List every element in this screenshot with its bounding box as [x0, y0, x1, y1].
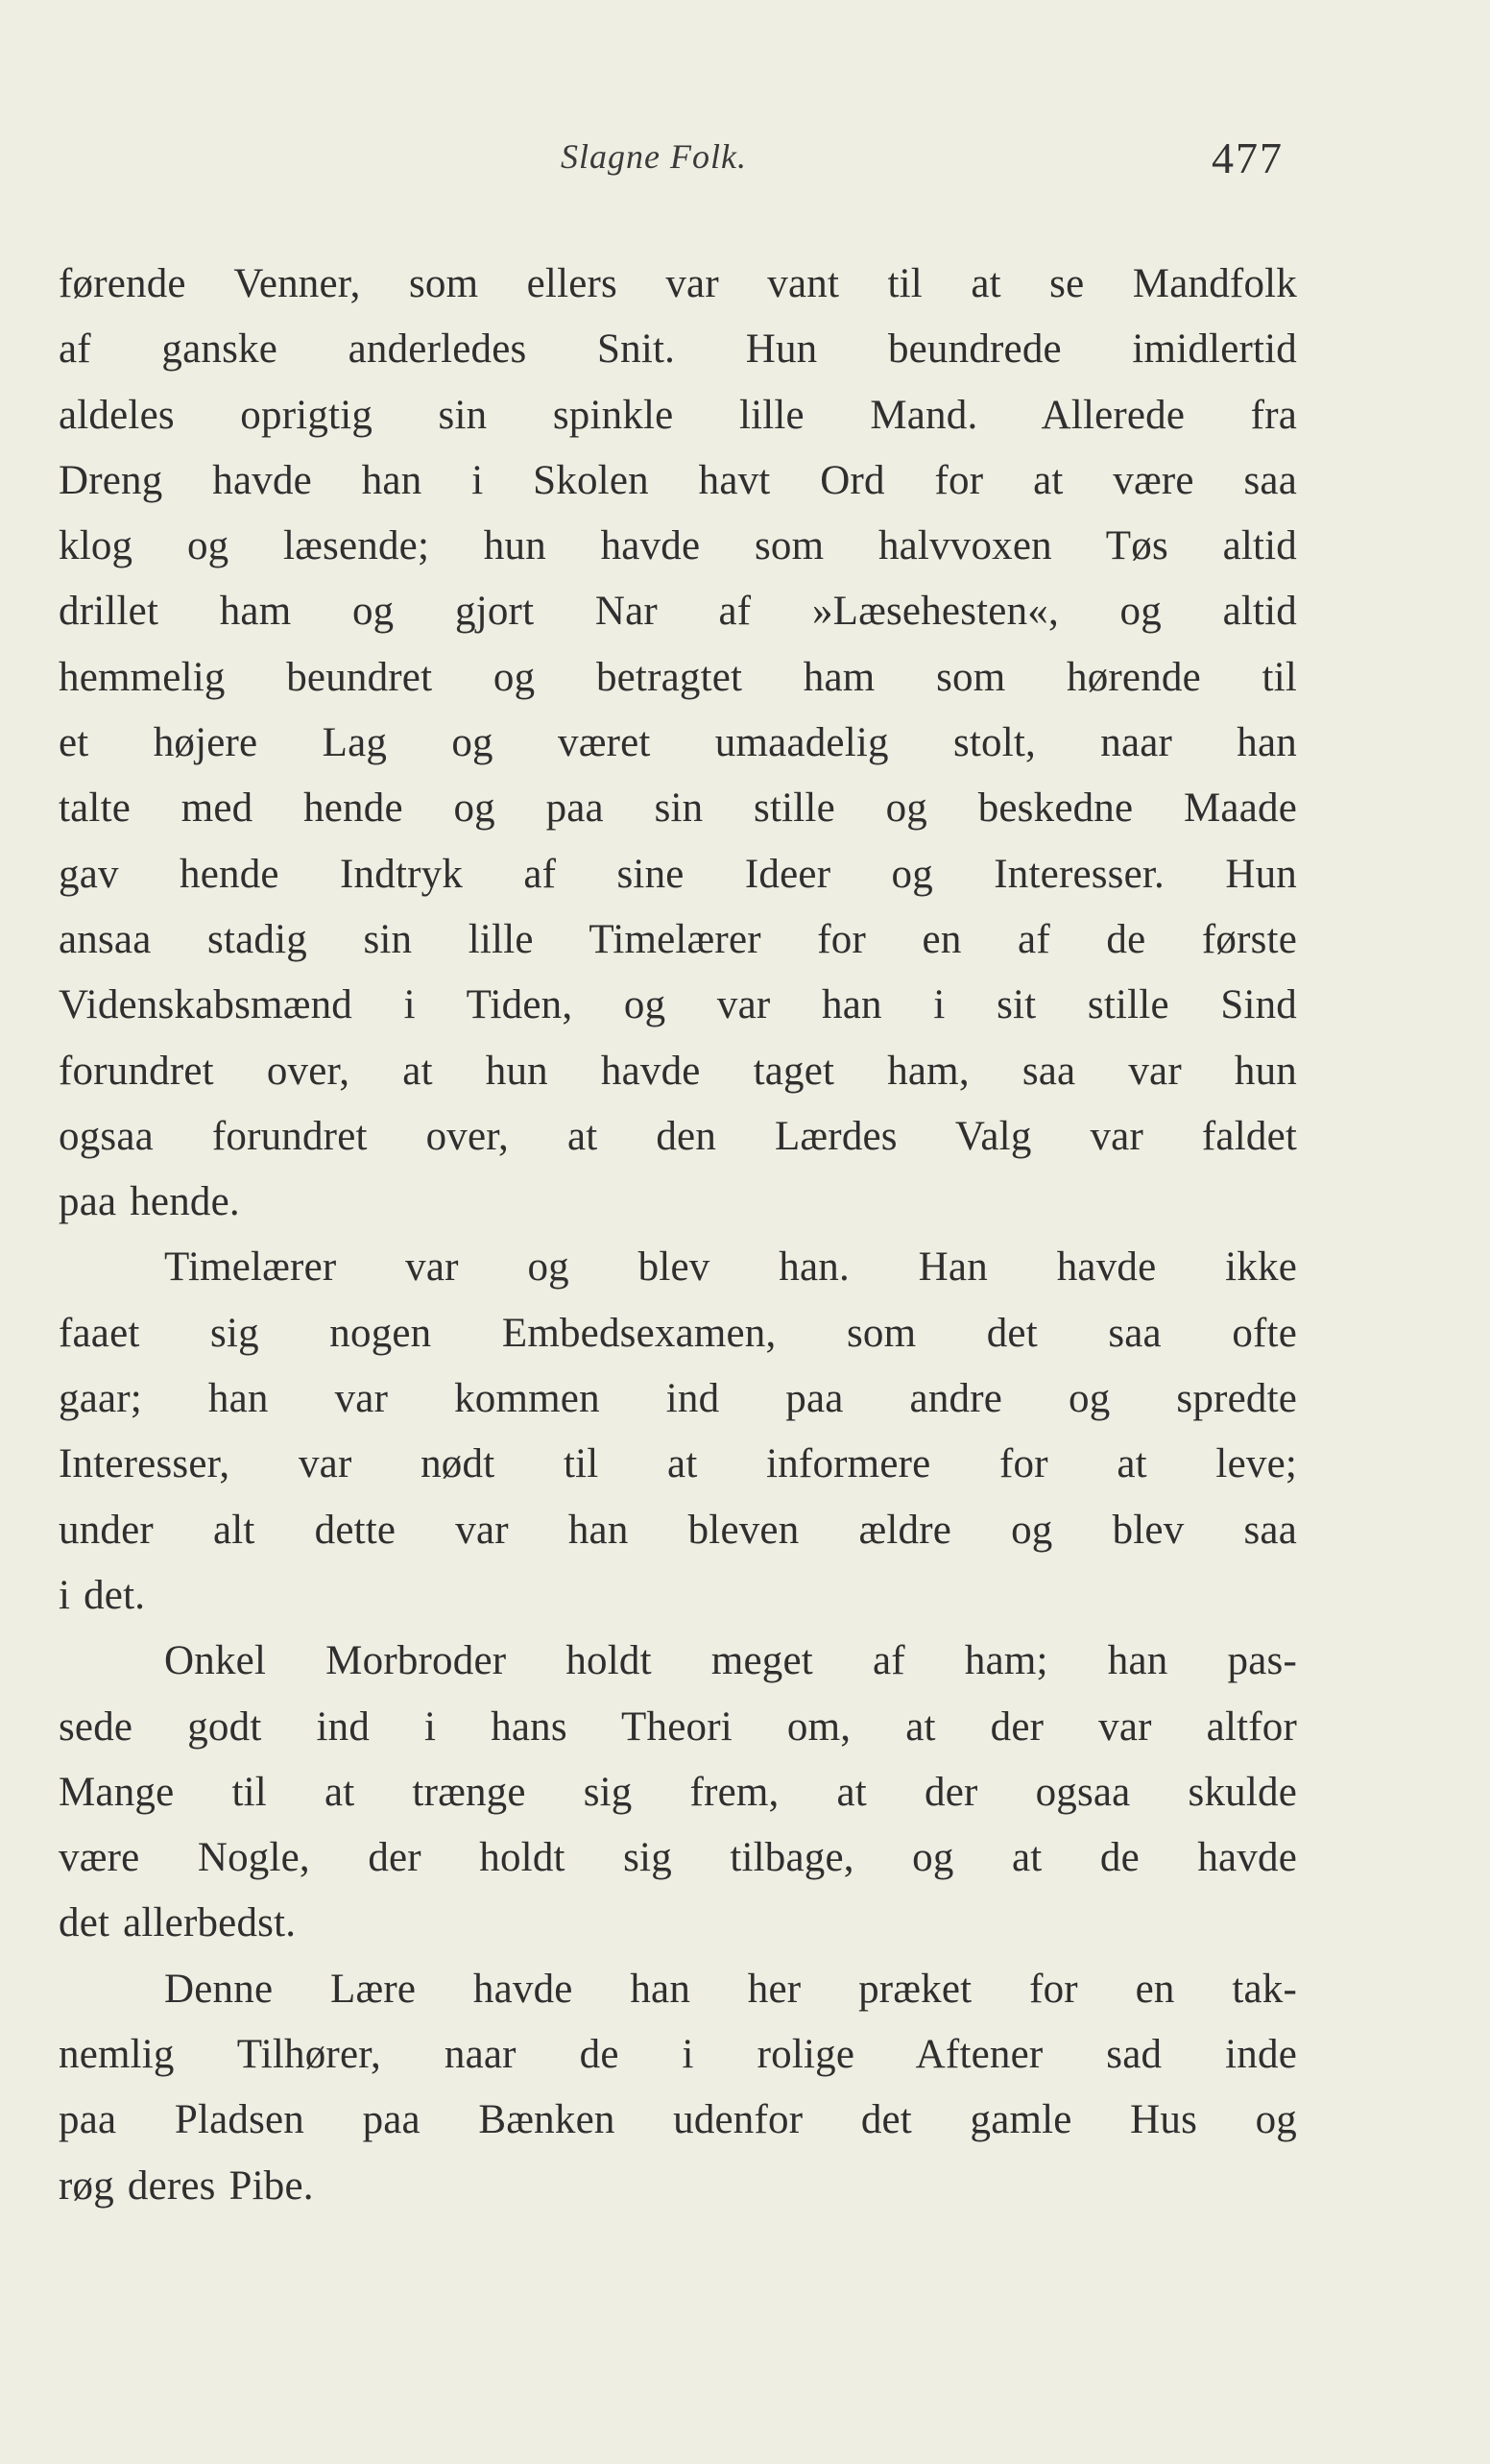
- text-line: gaar; han var kommen ind paa andre og spredte: [59, 1376, 1297, 1422]
- paragraph-first-line: Onkel Morbroder holdt meget af ham; han pas-: [164, 1638, 1297, 1684]
- running-title: Slagne Folk.: [561, 137, 747, 176]
- text-line: det allerbedst.: [59, 1900, 297, 1946]
- text-line: aldeles oprigtig sin spinkle lille Mand. Allerede fra: [59, 392, 1297, 438]
- text-line: under alt dette var han bleven ældre og blev saa: [59, 1507, 1297, 1553]
- text-line: et højere Lag og været umaadelig stolt, naar han: [59, 720, 1297, 766]
- text-line: af ganske anderledes Snit. Hun beundrede imidlertid: [59, 326, 1297, 373]
- text-line: talte med hende og paa sin stille og beskedne Maade: [59, 785, 1297, 832]
- text-line: hemmelig beundret og betragtet ham som hørende til: [59, 654, 1297, 700]
- text-line: drillet ham og gjort Nar af »Læsehesten«, og altid: [59, 589, 1297, 635]
- page-number: 477: [1212, 133, 1284, 182]
- text-line: faaet sig nogen Embedsexamen, som det saa ofte: [59, 1310, 1297, 1356]
- paragraph-first-line: Timelærer var og blev han. Han havde ikke: [164, 1244, 1297, 1291]
- text-line: ansaa stadig sin lille Timelærer for en af de første: [59, 916, 1297, 962]
- text-line: førende Venner, som ellers var vant til at se Mandfolk: [59, 261, 1297, 306]
- text-line: klog og læsende; hun havde som halvvoxen Tøs altid: [59, 523, 1297, 569]
- text-line: Interesser, var nødt til at informere for at leve;: [59, 1441, 1297, 1487]
- text-line: være Nogle, der holdt sig tilbage, og at de havde: [59, 1835, 1297, 1881]
- text-line: ogsaa forundret over, at den Lærdes Valg var faldet: [59, 1113, 1297, 1159]
- text-line: Videnskabsmænd i Tiden, og var han i sit stille Sind: [59, 982, 1297, 1028]
- text-line: paa hende.: [59, 1179, 240, 1225]
- text-line: gav hende Indtryk af sine Ideer og Interesser. Hun: [59, 851, 1297, 897]
- text-line: i det.: [59, 1572, 146, 1618]
- text-line: Dreng havde han i Skolen havt Ord for at være saa: [59, 457, 1297, 503]
- paragraph-first-line: Denne Lære havde han her præket for en tak-: [164, 1966, 1297, 2012]
- text-line: røg deres Pibe.: [59, 2162, 314, 2209]
- text-line: nemlig Tilhører, naar de i rolige Aftener sad inde: [59, 2032, 1297, 2078]
- text-line: paa Pladsen paa Bænken udenfor det gamle Hus og: [59, 2097, 1297, 2143]
- text-line: forundret over, at hun havde taget ham, saa var hun: [59, 1048, 1297, 1094]
- text-line: sede godt ind i hans Theori om, at der var altfor: [59, 1703, 1297, 1750]
- body-text: [59, 252, 1297, 2219]
- text-line: Mange til at trænge sig frem, at der ogsaa skulde: [59, 1769, 1297, 1815]
